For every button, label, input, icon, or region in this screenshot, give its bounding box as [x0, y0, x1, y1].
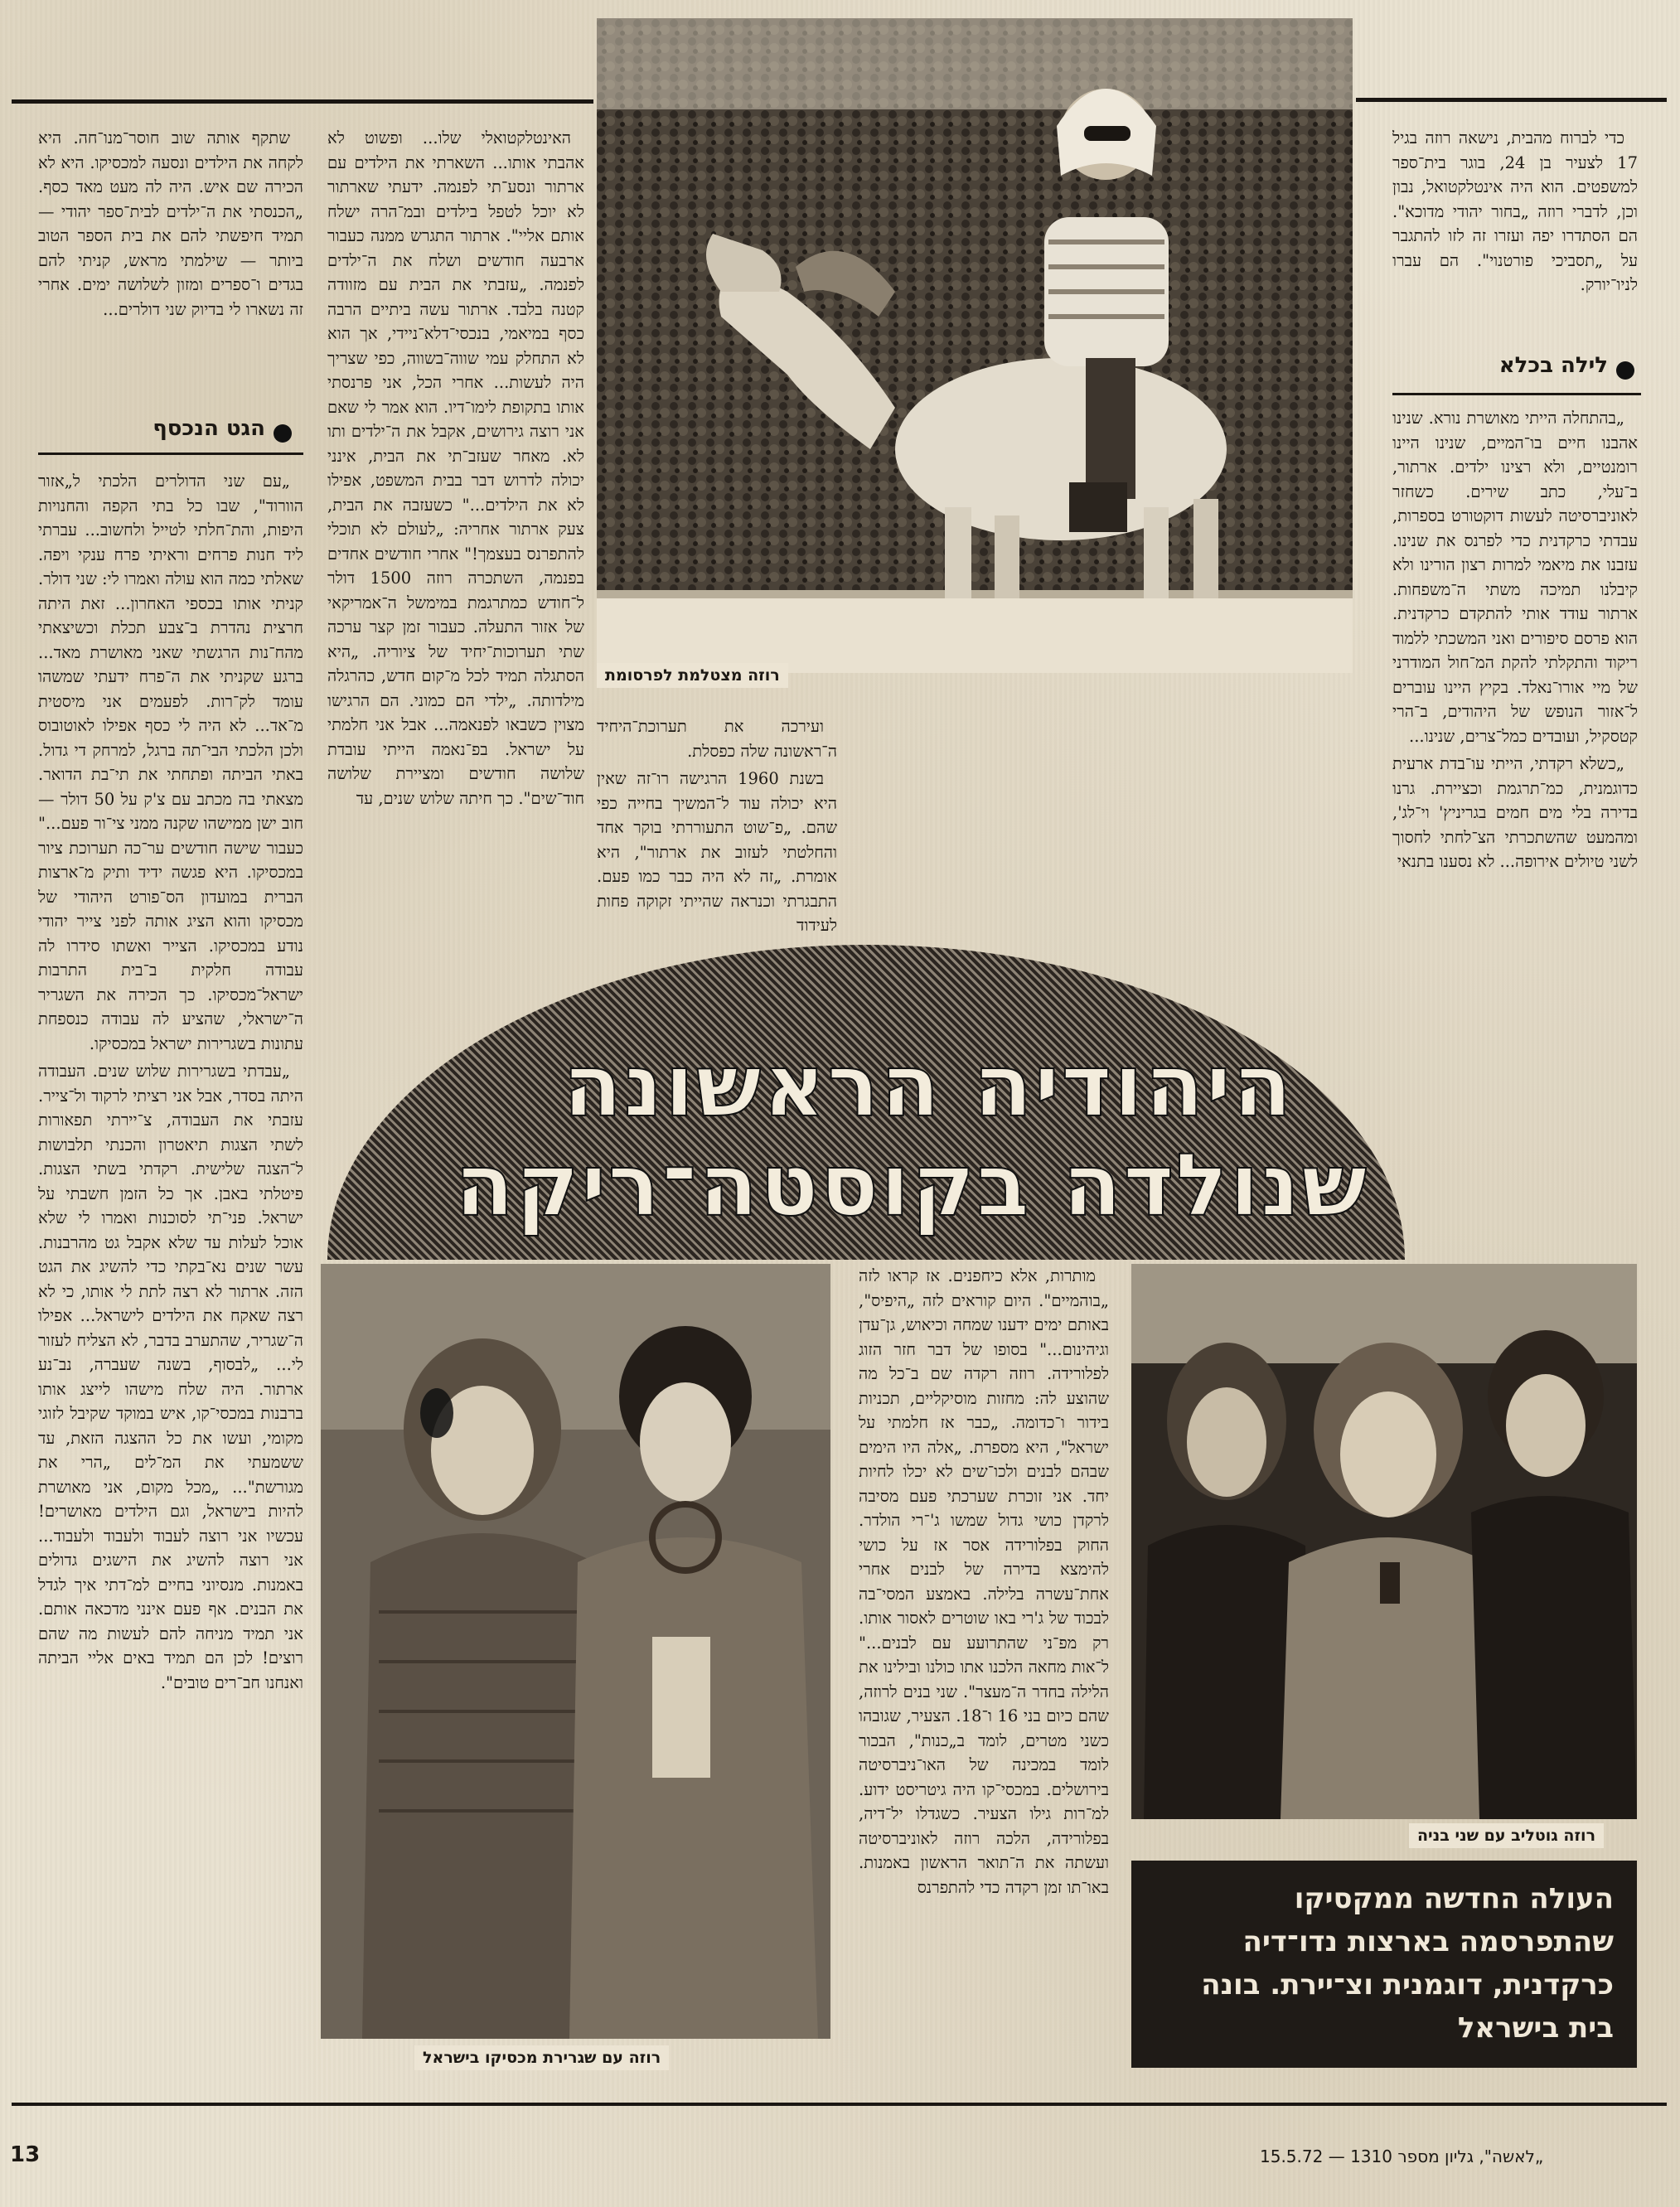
- sons-photo-caption: רוזה גוטליב עם שני בניה: [1409, 1823, 1604, 1848]
- horse-photo-caption: רוזה מצטלמת לפרסומת: [597, 663, 788, 688]
- sons-photo: [1131, 1264, 1637, 1819]
- footer-rule: [12, 2103, 1667, 2106]
- ambassador-photo: [321, 1264, 830, 2039]
- ambassador-photo-art: [321, 1264, 830, 2039]
- column-1-intro: כדי לברוח מהבית, נישאה רוזה בגיל 17 לצעיר בן 24, בוגר בית־ספר למשפטים. הוא היה אינטלקטואל, נבון וכן, לדברי רוזה „בחור יהודי מדוכא". הם הסתדרו יפה ועזרו זה לזו להתגבר על „תסביכי פורטנוי". הם עברו לניו־יורק.: [1392, 128, 1638, 294]
- column-5: מותרות, אלא כיחפנים. אז קראו לזה „בוהמיים". היום קוראים לזה „היפיס", באותם ימים ידענו שמחה וכיאוש, גן־עדן וגיהינום..." בסופו של דבר חזר הזוג לפלורידה. רוזה רקדה שם ב־כל מה שהוצע לה: מחזות מוסיקליים, תכניות בידור ו־כדומה. „כבר אז חלמתי על ישראל", היא מספרת. „אלה היו הימים שבהם לבנים ולכו־שים לא יכלו לחיות יחד. אני זוכרת שערכתי פעם מסיבה לרקדן כושי גדול שמשו ג'־רי הולדר. החוק בפלורידה אסר אז על כושי להימצא בדירה של לבנים אחרי אחת־עשרה בלילה. באמצע המסי־בה לבכוד של ג'רי באו שוטרים לאסור אותו. רק מפ־ני שהתרועע עם לבנים..." ל־אות מחאה הלכנו אתו כולנו ובילינו את הלילה בחדר ה־מעצר". שני בנים לרוזה, שהם כיום בני 16 ו־18. הצעיר, שגובהו כשני מטרים, לומד ב„כנות", הבכור לומד במכינה של האו־ניברסיטה בירושלים. במכסי־קו היה גיטריסט ידוע. למ־רות גילו הצעיר. כשגדלו יל־דיה, בפלורידה, הלכה רוזה לאוניברסיטה ועשתה את ה־תואר הראשון באמנות. באו־תו זמן רקדה כדי להתפרנס: [859, 1266, 1109, 1897]
- subhead-bullet-icon: [1616, 361, 1634, 380]
- column-4-body: „עם שני הדולרים הלכתי ל„אזור הוורוד", שבו כל בתי הקפה והחנויות היפות, והת־חלתי לטייל ולחשוב... עברתי ליד חנות פרחים וראיתי פרח ענקי ויפה. שאלתי כמה הוא עולה ואמרו לי: שני דולר. קניתי אותו בכספי האחרון... זאת היתה חרצית נהדרת ב־צבע תכלת וכשיצאתי מהח־נות הרגשתי שאני מאושרת מאד... ברגע שקניתי את ה־פרח ידעתי שמשהו עומד לק־רות. לפעמים אני מיסטית מ־אד... לא היה לי כסף אפילו לאוטובוס ולכן הלכתי הבי־תה ברגל, למרחק די גדול. באתי הביתה ופתחתי את תי־בת הדואר. מצאתי בה מכתב עם צ'ק על 50 דולר — חוב ישן ממישהו שקנה ממני צי־ור פעם..." כעבור שישה חודשים ער־כה תערוכת ציור במכסיקו. היא פגשה ידיד ותיק מ־ארצות הברית במועדון הס־פורט היהודי של מכסיקו והוא הציג אותה לפני צייר יהודי נודע במכסיקו. הצייר ואשתו סידרו לה עבודה חלקית ב־בית התרבות ישראל־מכסיקו. כך הכירה את השגריר ה־ישראלי, שהציע לה עבודה כנספחת עתונות בשגרירות ישראל במכסיקו. „עבדתי בשגרירות שלוש שנים. העבודה היתה בסדר, אבל אני רציתי לרקוד ול־צייר. עזבתי את העבודה, צ־יירתי תפאורות לשתי הצגות תיאטרון והכנתי תלבושות ל־הצגה שלישית. רקדתי בשתי הצגות. פיטלתי באבן. אך כל הזמן חשבתי על ישראל. פני־תי לסוכנות ואמרו לי שלא אוכל לעלות עד שלא אקבל גט מהרבנות. עשר שנים נא־בקתי כדי להשיג את הגט הזה. ארתור לא רצה לתת לי אותו, כי לא רצה שאקח את הילדים לישראל... אפילו ה־שגריר, שהתערב בדבר, לא הצליח לעזור לי... „לבסוף, בשנה שעברה, נב־נע ארתור. היה שלח מישהו לייצג אותו ברבנות במכסי־קו, איש במוקד שקיבל לזוגי מקומי, ועשו את כל ההצגה הזאת, עד ששמעתי את המ־לים „הרי את מגורשת"... „מכל מקום, אני מאושרת להיות בישראל, וגם הילדים מאושרים! עכשיו אני רוצה לעבוד ולעבוד ולעבוד... אני רוצה להשיג את הישגים גדולים באמנות. מנסיוני בחיים למ־דתי איך לגדל את הבנים. אף פעם אינני מדכאה אותם. אני תמיד מניחה להם לעשות מה שהם רוצים! לכן הם תמיד באים אליי הביתה ואנחנו חב־רים טובים".: [38, 472, 303, 1692]
- top-rule-left: [12, 99, 593, 104]
- headline-line-1: היהודיה הראשונה: [563, 1035, 1294, 1136]
- column-2: ועירכה את תערוכת־היחיד ה־ראשונה שלה כפסלת. בשנת 1960 הרגישה רו־זה שאין היא יכולה עוד ל־המשיך בחייה כפי שהם. „פ־שוט התעוררתי בוקר אחד והחלטתי לעזוב את ארתור", היא אומרת. „זה לא היה כבר כמו פעם. התבגרתי וכנראה שהייתי זקוקה פחות לעידוד: [597, 717, 837, 935]
- subhead-the-coveted-divorce: הגט הנכסף: [153, 416, 265, 441]
- sons-photo-art: [1131, 1264, 1637, 1819]
- column-3: האינטלקטואלי שלו... ופשוט לא אהבתי אותו... השארתי את הילדים עם ארתור ונסע־תי לפנמה. ידעתי שארתור לא יוכל לטפל בילדים ובמ־הרה ישלח אותם אליי". ארתור התגרש ממנה כעבור ארבעה חודשים ושלח את ה־ילדים לפנמה. „עזבתי את הבית עם מזוודה קטנה בלבד. ארתור עשה ביתיים הרבה כסף במיאמי, בנכסי־דלא־ניידי, אך הוא לא התחלק עמי שווה־בשווה, כפי שצריך היה לעשות... אחרי הכל, אני פרנסתי אותו בתקופת לימו־דיו. הוא אמר לי שאם אני רוצה גירושים, אקבל את ה־ילדים ותו לא. מאחר שעזב־תי את הבית, אינני יכולה לדרוש דבר בבית המשפט, אפילו לא את הילדים..." כשעזבה את הבית, צעק ארתור אחריה: „לעולם לא תוכלי להתפרנס בעצמך!" אחרי חודשים אחדים בפנמה, השתכרה רוזה 1500 דולר ל־חודש כמתרגמת במימשל ה־אמריקאי של אזור התעלה. כעבור זמן קצר ערכה שתי תערוכות־יחיד של ציוריה. „היא הסתגלה תמיד לכל מ־קום חדש, כהרגלה מילדותה. „ילדי הם כמוני. הם הרגישו מצוין כשבאו לפנאמה... אבל אני חלמתי על ישראל. בפ־נאמה הייתי עובדת שלושה חודשים ומציירת שלושה חוד־שים". כך חיתה שלוש שנים, עד: [327, 128, 584, 808]
- subhead-rule: [1392, 393, 1641, 395]
- subhead-night-in-jail: לילה בכלא: [1498, 353, 1608, 378]
- issue-info: „לאשה", גליון מספר 1310 — 15.5.72: [1260, 2147, 1544, 2166]
- headline-line-2: שנולדה בקוסטה־ריקה: [454, 1135, 1369, 1236]
- page-number: 13: [10, 2142, 41, 2167]
- column-4-top: שתקף אותה שוב חוסר־מנו־חה. היא לקחה את הילדים ונסעה למכסיקו. היא לא הכירה שם איש. היה לה מעט מאד כסף. „הכנסתי את ה־ילדים לבית־ספר יהודי — תמיד חיפשתי להם את בית הספר הטוב ביותר — שילמתי מראש, קניתי להם בגדים ו־ספרים ומזון לשלושה ימים. אחרי זה נשארו לי בדיוק שני דולרים...: [38, 128, 303, 319]
- horse-photo: [597, 18, 1353, 673]
- horse-photo-art: [597, 18, 1353, 673]
- ambassador-photo-caption: רוזה עם שגרירת מכסיקו בישראל: [414, 2045, 669, 2070]
- column-1-body: „בהתחלה הייתי מאושרת נורא. שנינו אהבנו חיים בו־המיים, שנינו היינו רומנטיים, ולא רצינו ילדים. ארתור, ב־עלי, כתב שירים. כשחזר לאוניברסיטה לעשות דוקטורט בספרות, עבדתי כרקדנית כדי לפרנס את שנינו. עזבנו את מיאמי למרות רצון הורינו ולא קיבלנו תמיכה משתי ה־משפחות. ארתור עודד אותי להתקדם כרקדנית. הוא פרסם סיפורים ואני המשכתי ללמוד ריקוד והתקלתי להקת המ־חול המודרני של מיי אורו־נאלד. בקיץ היינו עוברים ל־אזור הנופש של היהודים, ב־הרי קטסקיל, ועובדים כמל־צרים, שנינו... „כשלא רקדתי, הייתי עו־בדת ארעית כדוגמנית, כמ־תרגמת וכציירת. גרנו בדירה בלי מים חמים בגריניץ' וי־לג', ומהמעט שהשתכרתי הצ־לחתי לחסוך לשני טיולים אירופה... לא נסענו בתנאי: [1392, 409, 1638, 871]
- subtitle-blurb: העולה החדשה ממקסיקו שהתפרסמה בארצות נדו־דיה כרקדנית, דוגמנית וצ־יירת. בונה בית בישראל: [1131, 1861, 1637, 2068]
- subhead-rule-2: [38, 453, 303, 455]
- top-rule-right: [1356, 98, 1667, 102]
- subhead-bullet-icon-2: [274, 424, 292, 443]
